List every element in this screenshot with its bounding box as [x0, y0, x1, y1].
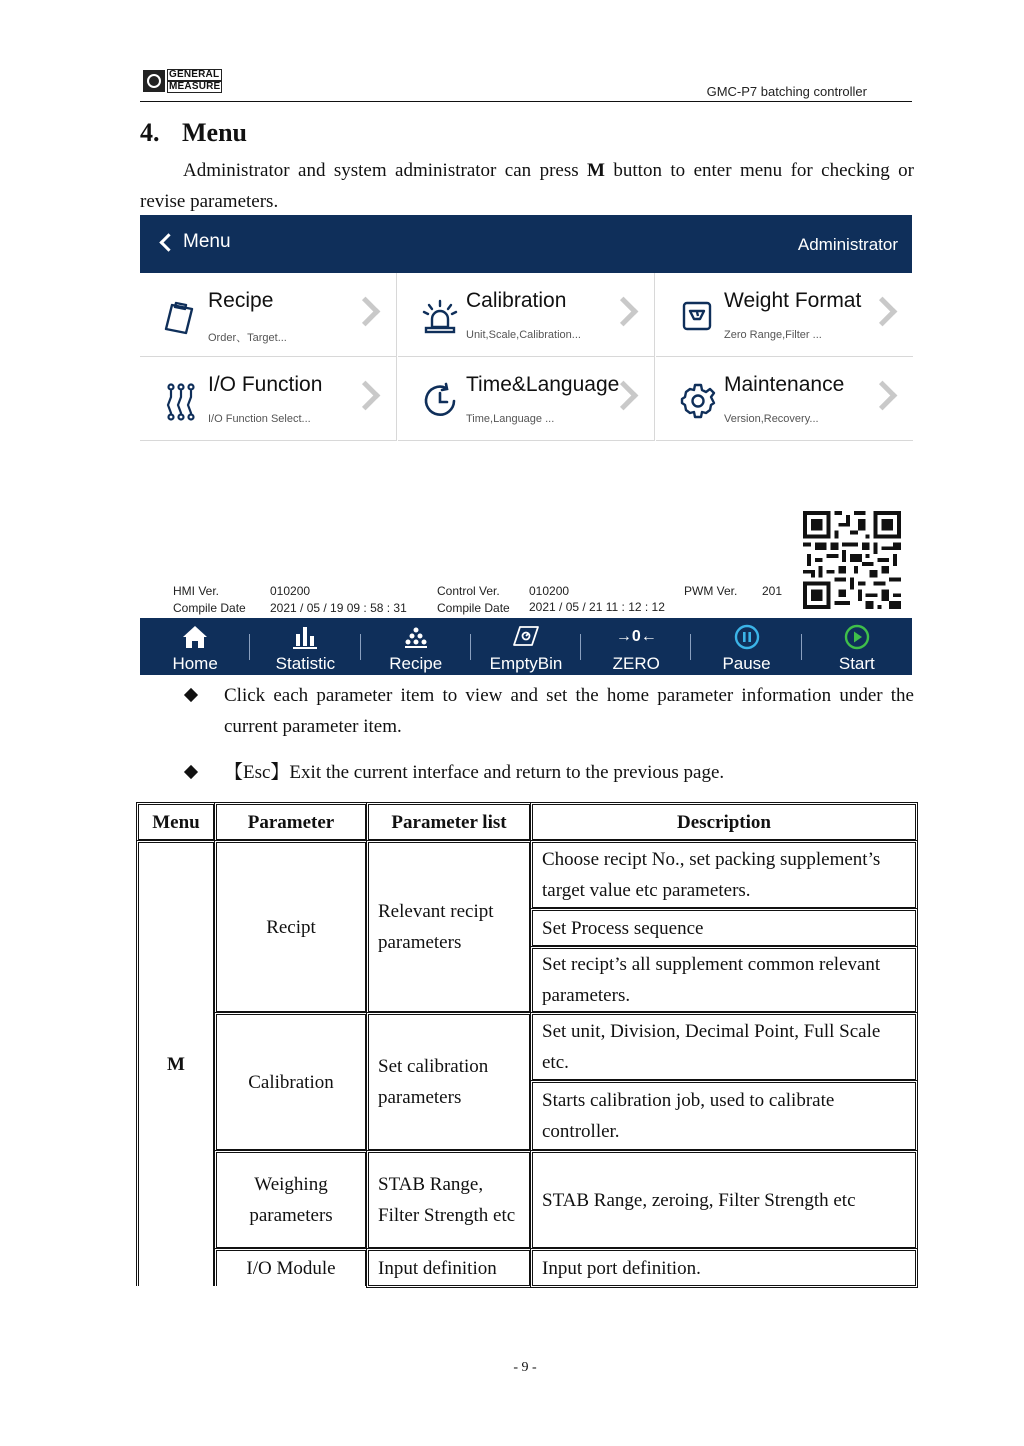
- nav-pause-button[interactable]: [691, 618, 801, 675]
- control-compile-date: 2021 / 05 / 21 11 : 12 : 12: [529, 600, 665, 614]
- menu-item-title: I/O Function: [208, 373, 323, 396]
- pause-icon: [733, 624, 761, 650]
- screen-top-bar: [140, 215, 912, 273]
- chevron-left-icon: [159, 233, 177, 251]
- parameter-weighing: Weighing parameters: [214, 1150, 368, 1250]
- gear-icon: [678, 381, 718, 421]
- user-role: Administrator: [797, 235, 898, 254]
- menu-item-time-language[interactable]: [398, 357, 655, 441]
- nav-label: Start: [838, 654, 875, 673]
- diamond-bullet-icon: [184, 765, 198, 779]
- logo-mark-icon: [143, 70, 165, 92]
- chevron-right-icon: [351, 381, 381, 411]
- header-parameter-list: Parameter list: [366, 802, 532, 842]
- back-label: Menu: [183, 231, 231, 252]
- list-calibration: Set calibration parameters: [366, 1012, 532, 1152]
- nav-label: ZERO: [612, 654, 660, 673]
- menu-item-weight-format[interactable]: [656, 273, 913, 357]
- menu-item-title: Weight Format: [724, 289, 862, 312]
- bullet-item: [186, 680, 914, 742]
- bullet-text: 【Esc】Exit the current interface and return to the previous page.: [224, 762, 725, 783]
- nav-start-button[interactable]: [802, 618, 912, 675]
- hmi-compile-date: 2021 / 05 / 19 09 : 58 : 31: [270, 601, 407, 615]
- menu-item-io-function[interactable]: [140, 357, 397, 441]
- desc-weighing: STAB Range, zeroing, Filter Strength etc: [530, 1150, 918, 1250]
- clipboard-icon: [162, 297, 202, 337]
- chevron-right-icon: [351, 297, 381, 327]
- menu-item-title: Maintenance: [724, 373, 845, 396]
- parameter-io: I/O Module: [214, 1248, 368, 1286]
- menu-item-maintenance[interactable]: [656, 357, 913, 441]
- zero-icon: →0←: [615, 628, 657, 645]
- page-number: - 9 -: [513, 1360, 537, 1375]
- menu-item-recipe[interactable]: [140, 273, 397, 357]
- desc-recipt-2: Set Process sequence: [530, 908, 918, 948]
- chevron-right-icon: [868, 297, 898, 327]
- diamond-bullet-icon: [184, 688, 198, 702]
- section-heading: [140, 118, 247, 148]
- control-version-value: 010200: [529, 584, 570, 598]
- scale-calibration-icon: [420, 297, 460, 337]
- qr-code-icon: [802, 511, 902, 609]
- hmi-version-value: 010200: [270, 584, 311, 598]
- hmi-version-label: HMI Ver.: [173, 584, 220, 598]
- menu-item-calibration[interactable]: [398, 273, 655, 357]
- header-parameter: Parameter: [214, 802, 368, 842]
- nav-emptybin-button[interactable]: [471, 618, 581, 675]
- bar-chart-icon: [291, 624, 319, 650]
- header-divider: [140, 101, 912, 102]
- list-io: Input definition: [366, 1248, 532, 1288]
- back-button[interactable]: [162, 231, 231, 253]
- nav-label: Home: [172, 654, 218, 673]
- menu-cell: M: [136, 840, 216, 1286]
- bottom-nav-bar: [140, 618, 912, 675]
- menu-item-title: Time&Language: [466, 373, 620, 396]
- nav-label: Statistic: [275, 654, 336, 673]
- pwm-version-label: PWM Ver.: [684, 584, 738, 598]
- desc-recipt-1: Choose recipt No., set packing supplement’s target value etc parameters.: [530, 840, 918, 910]
- io-ports-icon: [162, 381, 202, 421]
- hmi-compile-label: Compile Date: [173, 601, 246, 615]
- menu-item-subtitle: Time,Language ...: [466, 413, 555, 425]
- document-title: GMC-P7 batching controller: [706, 84, 867, 99]
- nav-statistic-button[interactable]: [250, 618, 360, 675]
- empty-bin-icon: [512, 624, 540, 650]
- section-title: Menu: [182, 118, 247, 147]
- nav-label: Pause: [722, 654, 771, 673]
- play-icon: [843, 624, 871, 650]
- bullet-item: [186, 757, 914, 788]
- hmi-menu-screen: [140, 215, 912, 675]
- logo-line-1: GENERAL: [167, 69, 222, 81]
- home-icon: [181, 624, 209, 650]
- pile-icon: [402, 624, 430, 650]
- header-description: Description: [530, 802, 918, 842]
- menu-parameter-table: [136, 802, 918, 1286]
- nav-recipe-button[interactable]: [361, 618, 471, 675]
- nav-label: Recipe: [389, 654, 443, 673]
- intro-paragraph: Administrator and system administrator can press M button to enter menu for checking or revise parameters.: [140, 160, 914, 212]
- menu-item-subtitle: Version,Recovery...: [724, 413, 819, 425]
- parameter-recipt: Recipt: [214, 840, 368, 1014]
- chevron-right-icon: [868, 381, 898, 411]
- menu-item-subtitle: Unit,Scale,Calibration...: [466, 329, 581, 341]
- desc-calibration-1: Set unit, Division, Decimal Point, Full Scale etc.: [530, 1012, 918, 1082]
- menu-item-title: Calibration: [466, 289, 567, 312]
- desc-calibration-2: Starts calibration job, used to calibrate controller.: [530, 1080, 918, 1152]
- control-version-label: Control Ver.: [437, 584, 500, 598]
- menu-item-subtitle: I/O Function Select...: [208, 413, 311, 425]
- intro-key: M: [587, 160, 605, 181]
- menu-item-subtitle: Zero Range,Filter ...: [724, 329, 822, 341]
- section-number: 4.: [140, 118, 160, 147]
- company-logo: [143, 69, 235, 93]
- chevron-right-icon: [609, 297, 639, 327]
- parameter-calibration: Calibration: [214, 1012, 368, 1152]
- nav-label: EmptyBin: [489, 654, 563, 673]
- clock-icon: [420, 381, 460, 421]
- nav-zero-button[interactable]: [581, 618, 691, 675]
- logo-line-2: MEASURE: [169, 81, 221, 92]
- pwm-version-value: 201: [762, 584, 783, 598]
- control-compile-label: Compile Date: [437, 601, 510, 615]
- desc-recipt-3: Set recipt’s all supplement common relevant parameters.: [530, 946, 918, 1014]
- menu-grid: [140, 273, 912, 441]
- list-weighing: STAB Range, Filter Strength etc: [366, 1150, 532, 1250]
- weight-scale-icon: [678, 297, 718, 337]
- list-recipt: Relevant recipt parameters: [366, 840, 532, 1014]
- menu-item-title: Recipe: [208, 289, 274, 312]
- menu-item-subtitle: Order、Target...: [208, 332, 287, 344]
- desc-io: Input port definition.: [530, 1248, 918, 1288]
- header-menu: Menu: [136, 802, 216, 842]
- nav-home-button[interactable]: [140, 618, 250, 675]
- bullet-text: Click each parameter item to view and set the home parameter information under the current parameter item.: [224, 685, 914, 737]
